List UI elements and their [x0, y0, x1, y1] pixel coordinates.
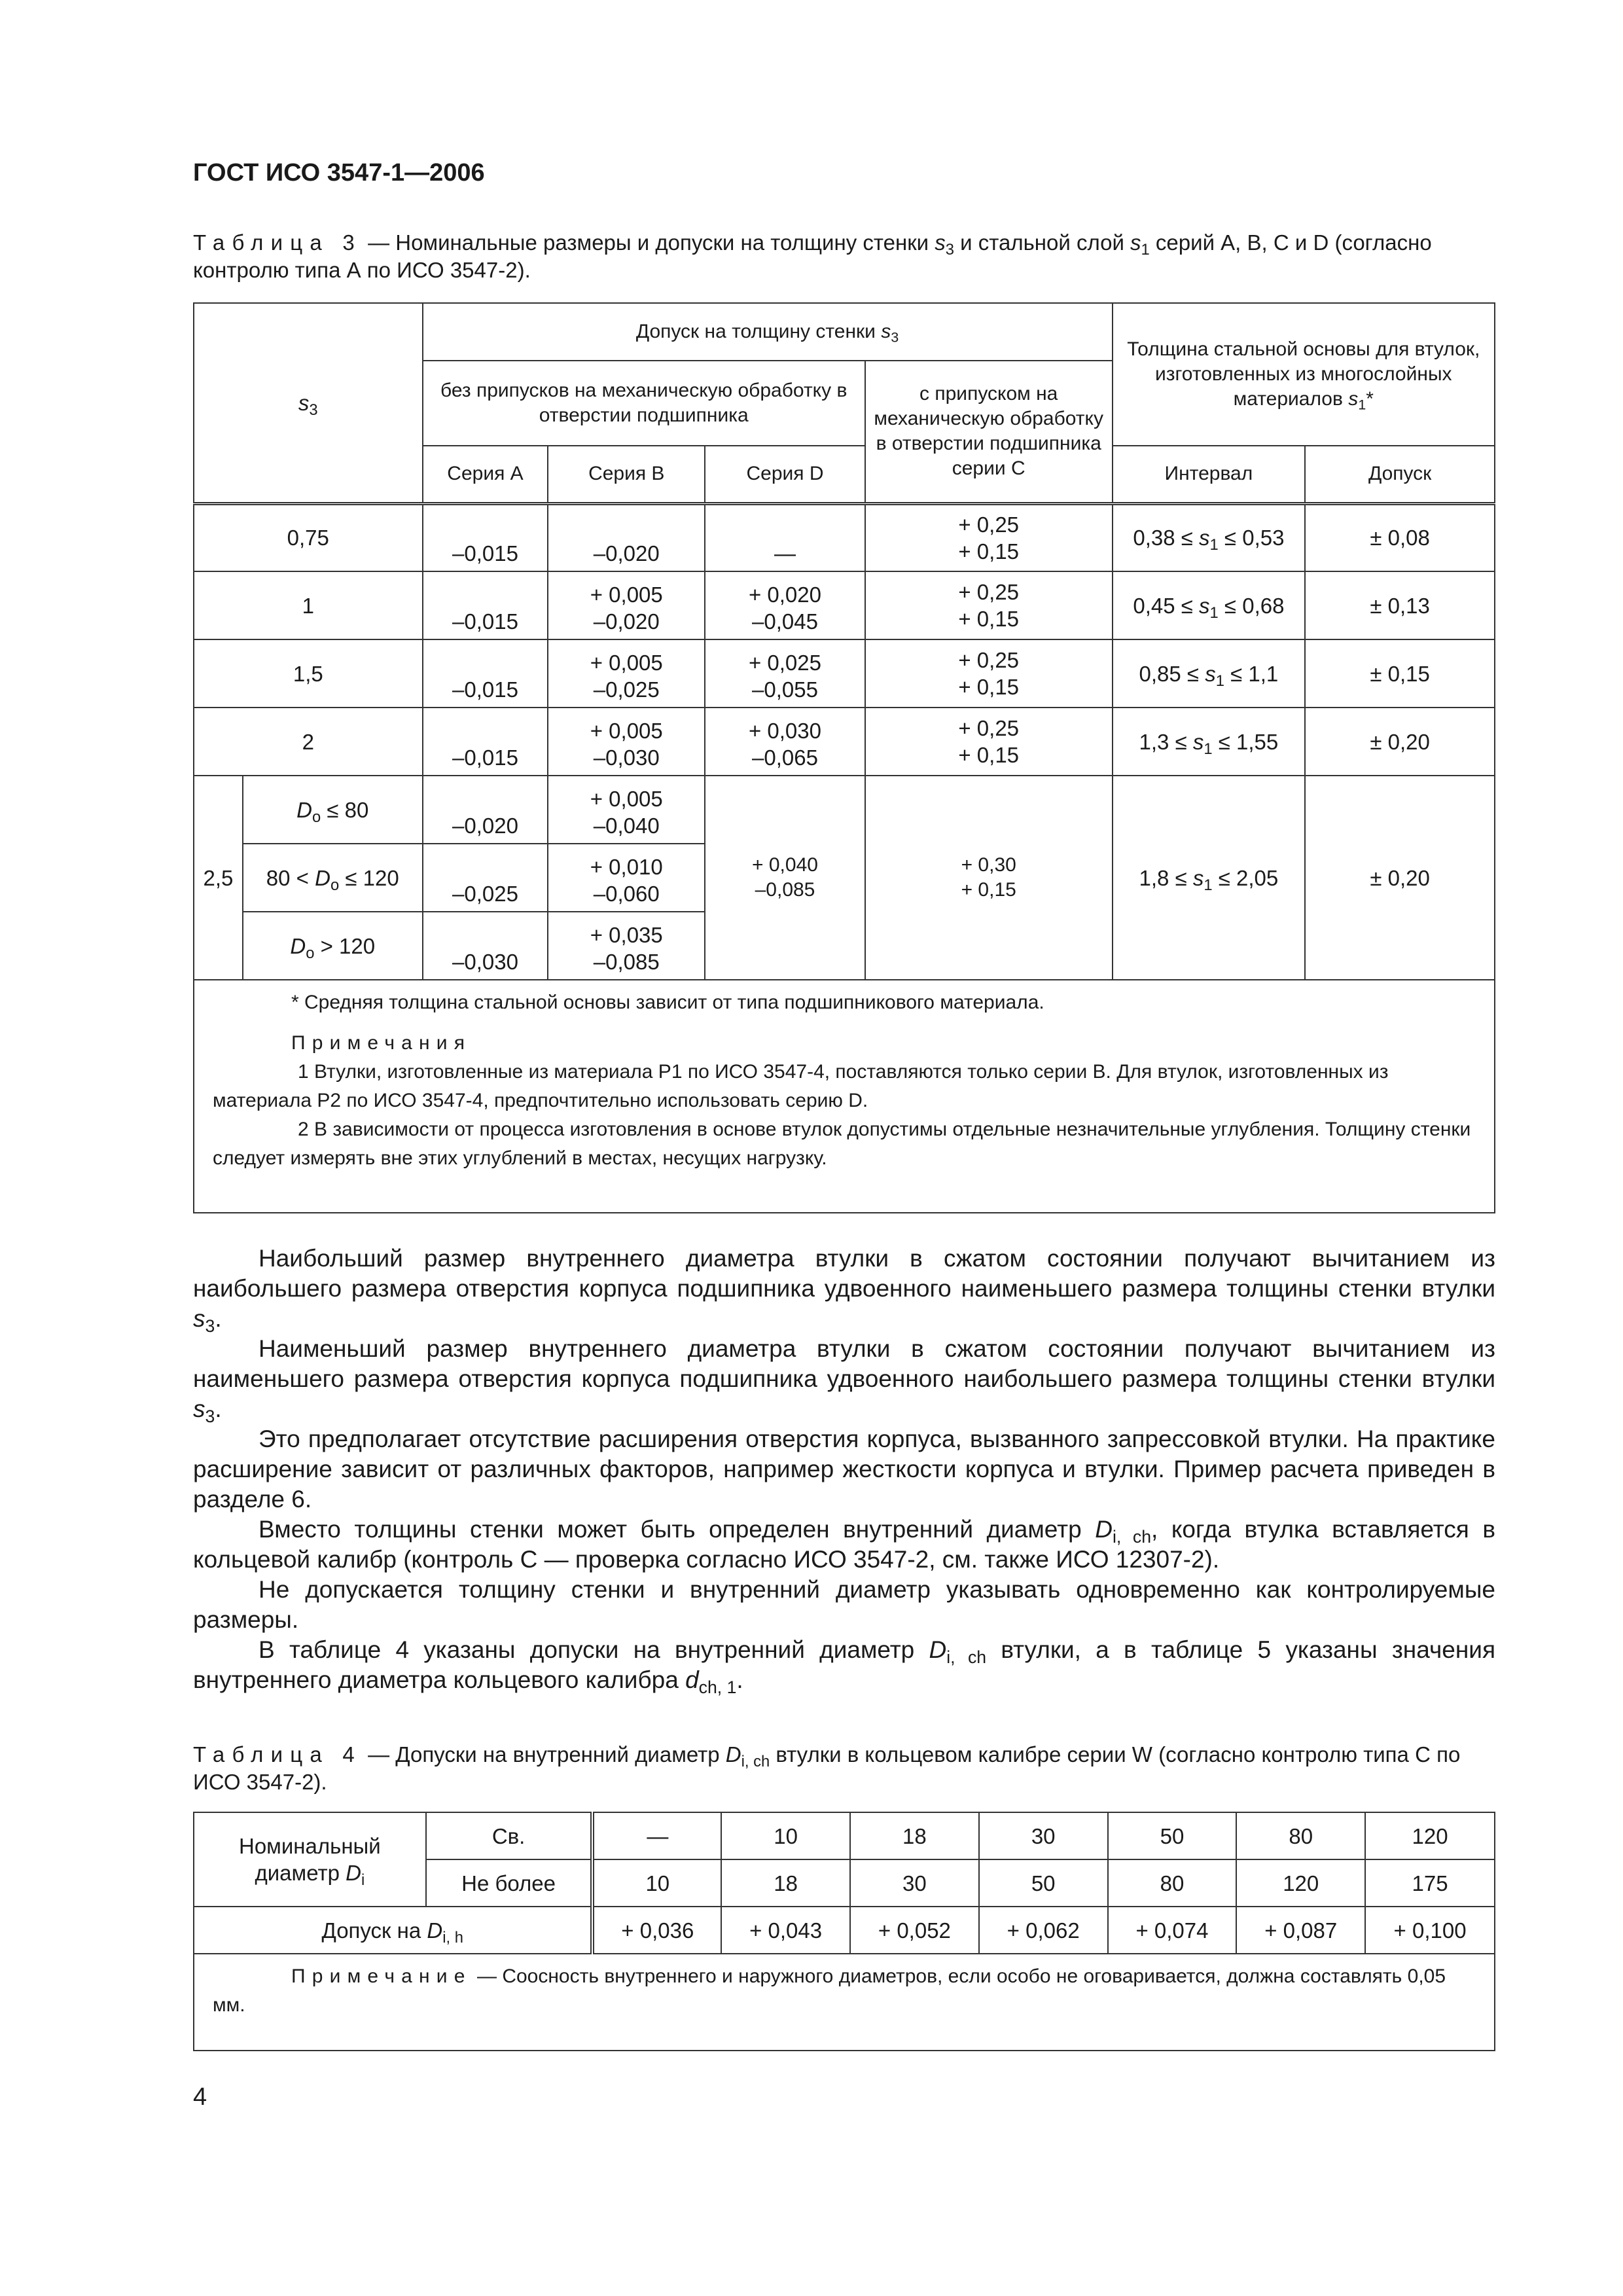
table4-note: [194, 1954, 1495, 2051]
cell-tolerance: ± 0,08: [1305, 503, 1495, 571]
header-steel-thickness: Толщина стальной основы для втулок, изготовленных из многослойных материалов $s_1*$: [1113, 303, 1495, 446]
paragraph: В таблице 4 указаны допуски на внутренний диаметр $D_{i, ch}$ втулки, а в таблице 5 указаны значения внутреннего диаметра кольцевого калибра $d_{ch, 1}$.: [193, 1636, 1495, 1697]
table-row: [194, 708, 1495, 776]
cell-series-b: + 0,005 –0,025: [548, 639, 705, 708]
cell-tolerance: + 0,052: [850, 1907, 979, 1954]
table-4: [193, 1812, 1495, 2051]
table-3: [193, 302, 1495, 1213]
cell-series-a: –0,015: [423, 639, 548, 708]
cell-over: 10: [721, 1812, 850, 1859]
cell-interval: $0,38 \le s_1 \le 0,53$: [1113, 503, 1306, 571]
cell-series-a: –0,015: [423, 503, 548, 571]
table3-caption-text-1: — Номинальные размеры и допуски на толщину стенки: [361, 230, 935, 255]
paragraph: Это предполагает отсутствие расширения отверстия корпуса, вызванного запрессовкой втулки. На практике расширение зависит от различных факторов, например жесткости корпуса и втулки. Пример расчета приведен в разделе 6.: [193, 1426, 1495, 1513]
cell-max-label: Не более: [426, 1859, 593, 1907]
cell-max: 120: [1236, 1859, 1365, 1907]
cell-over: 50: [1108, 1812, 1237, 1859]
cell-s3: 1: [194, 571, 423, 639]
cell-series-c: + 0,25 + 0,15: [865, 503, 1113, 571]
cell-series-a: –0,015: [423, 708, 548, 776]
table-row: [194, 1907, 1495, 1954]
header-s3: $s_3$: [194, 303, 423, 503]
symbol-s: s: [1130, 230, 1141, 255]
cell-nominal-diameter: Номинальный диаметр $D_i$: [194, 1812, 426, 1907]
cell-series-b: + 0,005 –0,030: [548, 708, 705, 776]
table3-notes: [194, 980, 1495, 1213]
cell-series-b: + 0,005 –0,040: [548, 776, 705, 844]
header-interval: Интервал: [1113, 446, 1306, 503]
cell-tolerance: + 0,043: [721, 1907, 850, 1954]
cell-series-a: –0,015: [423, 571, 548, 639]
cell-s3: 0,75: [194, 503, 423, 571]
cell-series-d: + 0,025 –0,055: [705, 639, 865, 708]
note-text: — Соосность внутреннего и наружного диаметров, если особо не оговаривается, должна составлять 0,05 мм.: [213, 1965, 1446, 2016]
header-series-d: Серия D: [705, 446, 865, 503]
header-series-b: Серия B: [548, 446, 705, 503]
cell-max: 30: [850, 1859, 979, 1907]
cell-series-a: –0,020: [423, 776, 548, 844]
table3-caption: [193, 229, 1495, 284]
body-text: [193, 1244, 1495, 1695]
cell-series-b: + 0,005 –0,020: [548, 571, 705, 639]
cell-over: 80: [1236, 1812, 1365, 1859]
cell-over: 18: [850, 1812, 979, 1859]
cell-max: 175: [1365, 1859, 1495, 1907]
cell-series-b: + 0,010 –0,060: [548, 844, 705, 912]
paragraph: Вместо толщины стенки может быть определен внутренний диаметр $D_{i, ch}$, когда втулка вставляется в кольцевой калибр (контроль С — проверка согласно ИСО 3547-2, см. также ИСО 12307-2).: [193, 1516, 1495, 1573]
cell-tolerance: ± 0,20: [1305, 776, 1495, 980]
cell-max: 10: [592, 1859, 721, 1907]
cell-s3: 2,5: [194, 776, 243, 980]
cell-series-c: + 0,25 + 0,15: [865, 571, 1113, 639]
cell-tolerance-label: Допуск на $D_{i, h}$: [194, 1907, 592, 1954]
cell-s3: 2: [194, 708, 423, 776]
cell-tolerance: ± 0,20: [1305, 708, 1495, 776]
cell-tolerance: ± 0,13: [1305, 571, 1495, 639]
subscript: 3: [945, 241, 954, 259]
cell-subrange: $80 < D_o \le 120$: [243, 844, 423, 912]
table3-caption-label: Таблица 3: [193, 230, 362, 255]
cell-series-b: + 0,035 –0,085: [548, 912, 705, 980]
cell-subrange: $D_o > 120$: [243, 912, 423, 980]
cell-series-a: –0,030: [423, 912, 548, 980]
header-no-allowance: без припусков на механическую обработку в отверстии подшипника: [423, 361, 865, 446]
note-2: 2 В зависимости от процесса изготовления в основе втулок допустимы отдельные незначительные углубления. Толщину стенки следует измерять вне этих углублений в местах, несущих нагрузку.: [213, 1119, 1471, 1169]
cell-interval: $0,45 \le s_1 \le 0,68$: [1113, 571, 1306, 639]
symbol-s: s: [935, 230, 946, 255]
cell-s3: 1,5: [194, 639, 423, 708]
cell-tolerance: ± 0,15: [1305, 639, 1495, 708]
cell-series-a: –0,025: [423, 844, 548, 912]
table3-caption-text-2: и стальной слой: [954, 230, 1131, 255]
cell-tolerance: + 0,036: [592, 1907, 721, 1954]
cell-series-d: + 0,020 –0,045: [705, 571, 865, 639]
cell-max: 50: [979, 1859, 1108, 1907]
cell-series-c: + 0,25 + 0,15: [865, 708, 1113, 776]
cell-series-d: + 0,030 –0,065: [705, 708, 865, 776]
table4-caption-label: Таблица 4: [193, 1742, 362, 1767]
cell-tolerance: + 0,074: [1108, 1907, 1237, 1954]
note-label: Примечание: [291, 1965, 472, 1987]
cell-over: —: [592, 1812, 721, 1859]
header-tolerance: Допуск: [1305, 446, 1495, 503]
paragraph: Наименьший размер внутреннего диаметра втулки в сжатом состоянии получают вычитанием из наименьшего размера отверстия корпуса подшипника удвоенного наибольшего размера толщины стенки втулки $s_3$.: [193, 1335, 1495, 1426]
cell-series-c: + 0,25 + 0,15: [865, 639, 1113, 708]
cell-over: 30: [979, 1812, 1108, 1859]
cell-tolerance: + 0,087: [1236, 1907, 1365, 1954]
notes-title: Примечания: [291, 1032, 472, 1054]
table-row: [194, 1812, 1495, 1859]
page-number: 4: [193, 2083, 207, 2111]
cell-over-label: Св.: [426, 1812, 593, 1859]
cell-series-b: –0,020: [548, 503, 705, 571]
cell-subrange: $D_o \le 80$: [243, 776, 423, 844]
cell-tolerance: + 0,062: [979, 1907, 1108, 1954]
note-1: 1 Втулки, изготовленные из материала Р1 по ИСО 3547-4, поставляются только серии В. Для втулок, изготовленных из материала Р2 по ИСО 3547-4, предпочтительно использовать серию D.: [213, 1061, 1389, 1111]
table-notes-row: [194, 1954, 1495, 2051]
cell-interval: $1,3 \le s_1 \le 1,55$: [1113, 708, 1306, 776]
table-row: [194, 503, 1495, 571]
table3-caption-text-3: серий А, В, С и D (согласно контролю типа А по ИСО 3547-2).: [193, 230, 1432, 282]
cell-over: 120: [1365, 1812, 1495, 1859]
paragraph: Наибольший размер внутреннего диаметра втулки в сжатом состоянии получают вычитанием из наибольшего размера отверстия корпуса подшипника удвоенного наименьшего размера толщины стенки втулки $s_3$.: [193, 1245, 1495, 1336]
footnote: * Средняя толщина стальной основы зависит от типа подшипникового материала.: [291, 992, 1044, 1013]
header-series-a: Серия A: [423, 446, 548, 503]
table4-caption: Таблица 4 — Допуски на внутренний диаметр $D_{i, ch}$ втулки в кольцевом калибре серии W (согласно контролю типа С по ИСО 3547-2).: [193, 1742, 1461, 1794]
cell-tolerance: + 0,100: [1365, 1907, 1495, 1954]
table-row: [194, 571, 1495, 639]
cell-interval: $0,85 \le s_1 \le 1,1$: [1113, 639, 1306, 708]
table-row: [194, 776, 1495, 844]
document-header: ГОСТ ИСО 3547-1—2006: [193, 159, 485, 187]
subscript: 1: [1141, 241, 1150, 259]
cell-max: 80: [1108, 1859, 1237, 1907]
cell-series-d: + 0,040 –0,085: [705, 776, 865, 980]
table-notes-row: [194, 980, 1495, 1213]
paragraph: Не допускается толщину стенки и внутренний диаметр указывать одновременно как контролируемые размеры.: [193, 1576, 1495, 1633]
cell-series-d: —: [705, 503, 865, 571]
table-row: [194, 639, 1495, 708]
header-wall-tolerance: Допуск на толщину стенки $s_3$: [423, 303, 1113, 361]
header-with-allowance: с припуском на механическую обработку в отверстии подшипника серии С: [865, 361, 1113, 503]
cell-interval: $1,8 \le s_1 \le 2,05$: [1113, 776, 1306, 980]
cell-series-c: + 0,30 + 0,15: [865, 776, 1113, 980]
cell-max: 18: [721, 1859, 850, 1907]
